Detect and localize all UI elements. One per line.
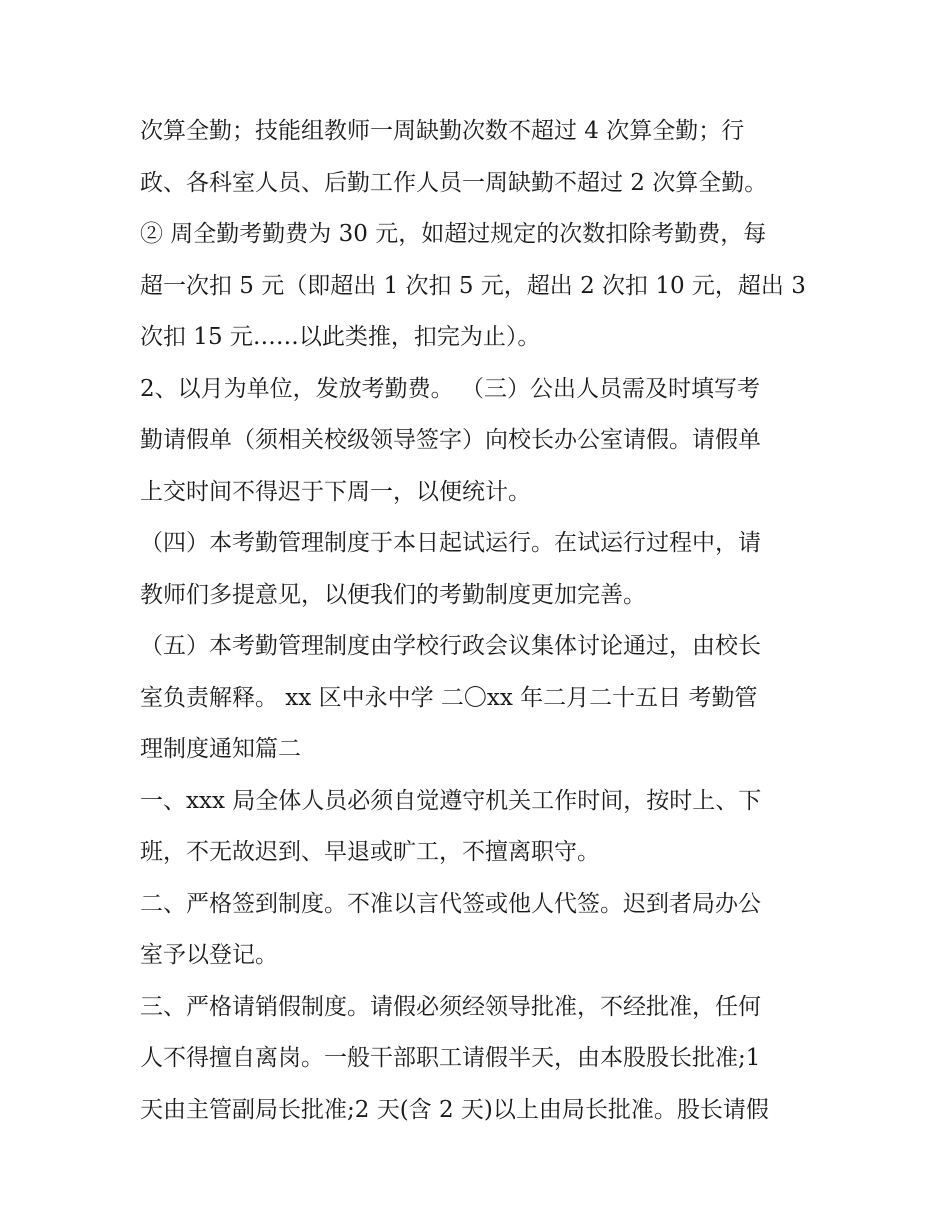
text-line: 理制度通知篇二 [140, 736, 301, 762]
text-line: 上交时间不得迟于下周一，以便统计。 [140, 478, 531, 505]
text-line: 教师们多提意见，以便我们的考勤制度更加完善。 [140, 581, 646, 608]
text-line: 三、严格请销假制度。请假必须经领导批准，不经批准，任何 [140, 993, 761, 1020]
text-line: 超一次扣 5 元（即超出 1 次扣 5 元，超出 2 次扣 10 元，超出 3 [140, 272, 806, 299]
text-line: （五）本考勤管理制度由学校行政会议集体讨论通过，由校长 [140, 633, 761, 659]
text-line: 次算全勤；技能组教师一周缺勤次数不超过 4 次算全勤；行 [140, 118, 745, 144]
text-line: 班，不无故迟到、早退或旷工，不擅离职守。 [140, 839, 600, 865]
text-line: 室予以登记。 [140, 942, 278, 968]
text-line: 室负责解释。 xx 区中永中学 二〇xx 年二月二十五日 考勤管 [140, 684, 758, 711]
text-line: 一、xxx 局全体人员必须自觉遵守机关工作时间，按时上、下 [140, 787, 762, 814]
text-line: 勤请假单（须相关校级领导签字）向校长办公室请假。请假单 [140, 427, 761, 453]
text-line: 政、各科室人员、后勤工作人员一周缺勤不超过 2 次算全勤。 [140, 169, 768, 196]
text-line: ② 周全勤考勤费为 30 元，如超过规定的次数扣除考勤费，每 [140, 221, 767, 247]
text-line: 2、以月为单位，发放考勤费。 （三）公出人员需及时填写考 [140, 375, 760, 402]
document-body [140, 106, 820, 1136]
text-line: 二、严格签到制度。不准以言代签或他人代签。迟到者局办公 [140, 890, 761, 917]
text-line: 天由主管副局长批准;2 天(含 2 天)以上由局长批准。股长请假 [140, 1096, 769, 1123]
text-line: （四）本考勤管理制度于本日起试运行。在试运行过程中，请 [140, 530, 761, 556]
text-line: 人不得擅自离岗。一般干部职工请假半天，由本股股长批准;1 [140, 1045, 761, 1071]
text-line: 次扣 15 元……以此类推，扣完为止）。 [140, 324, 541, 350]
